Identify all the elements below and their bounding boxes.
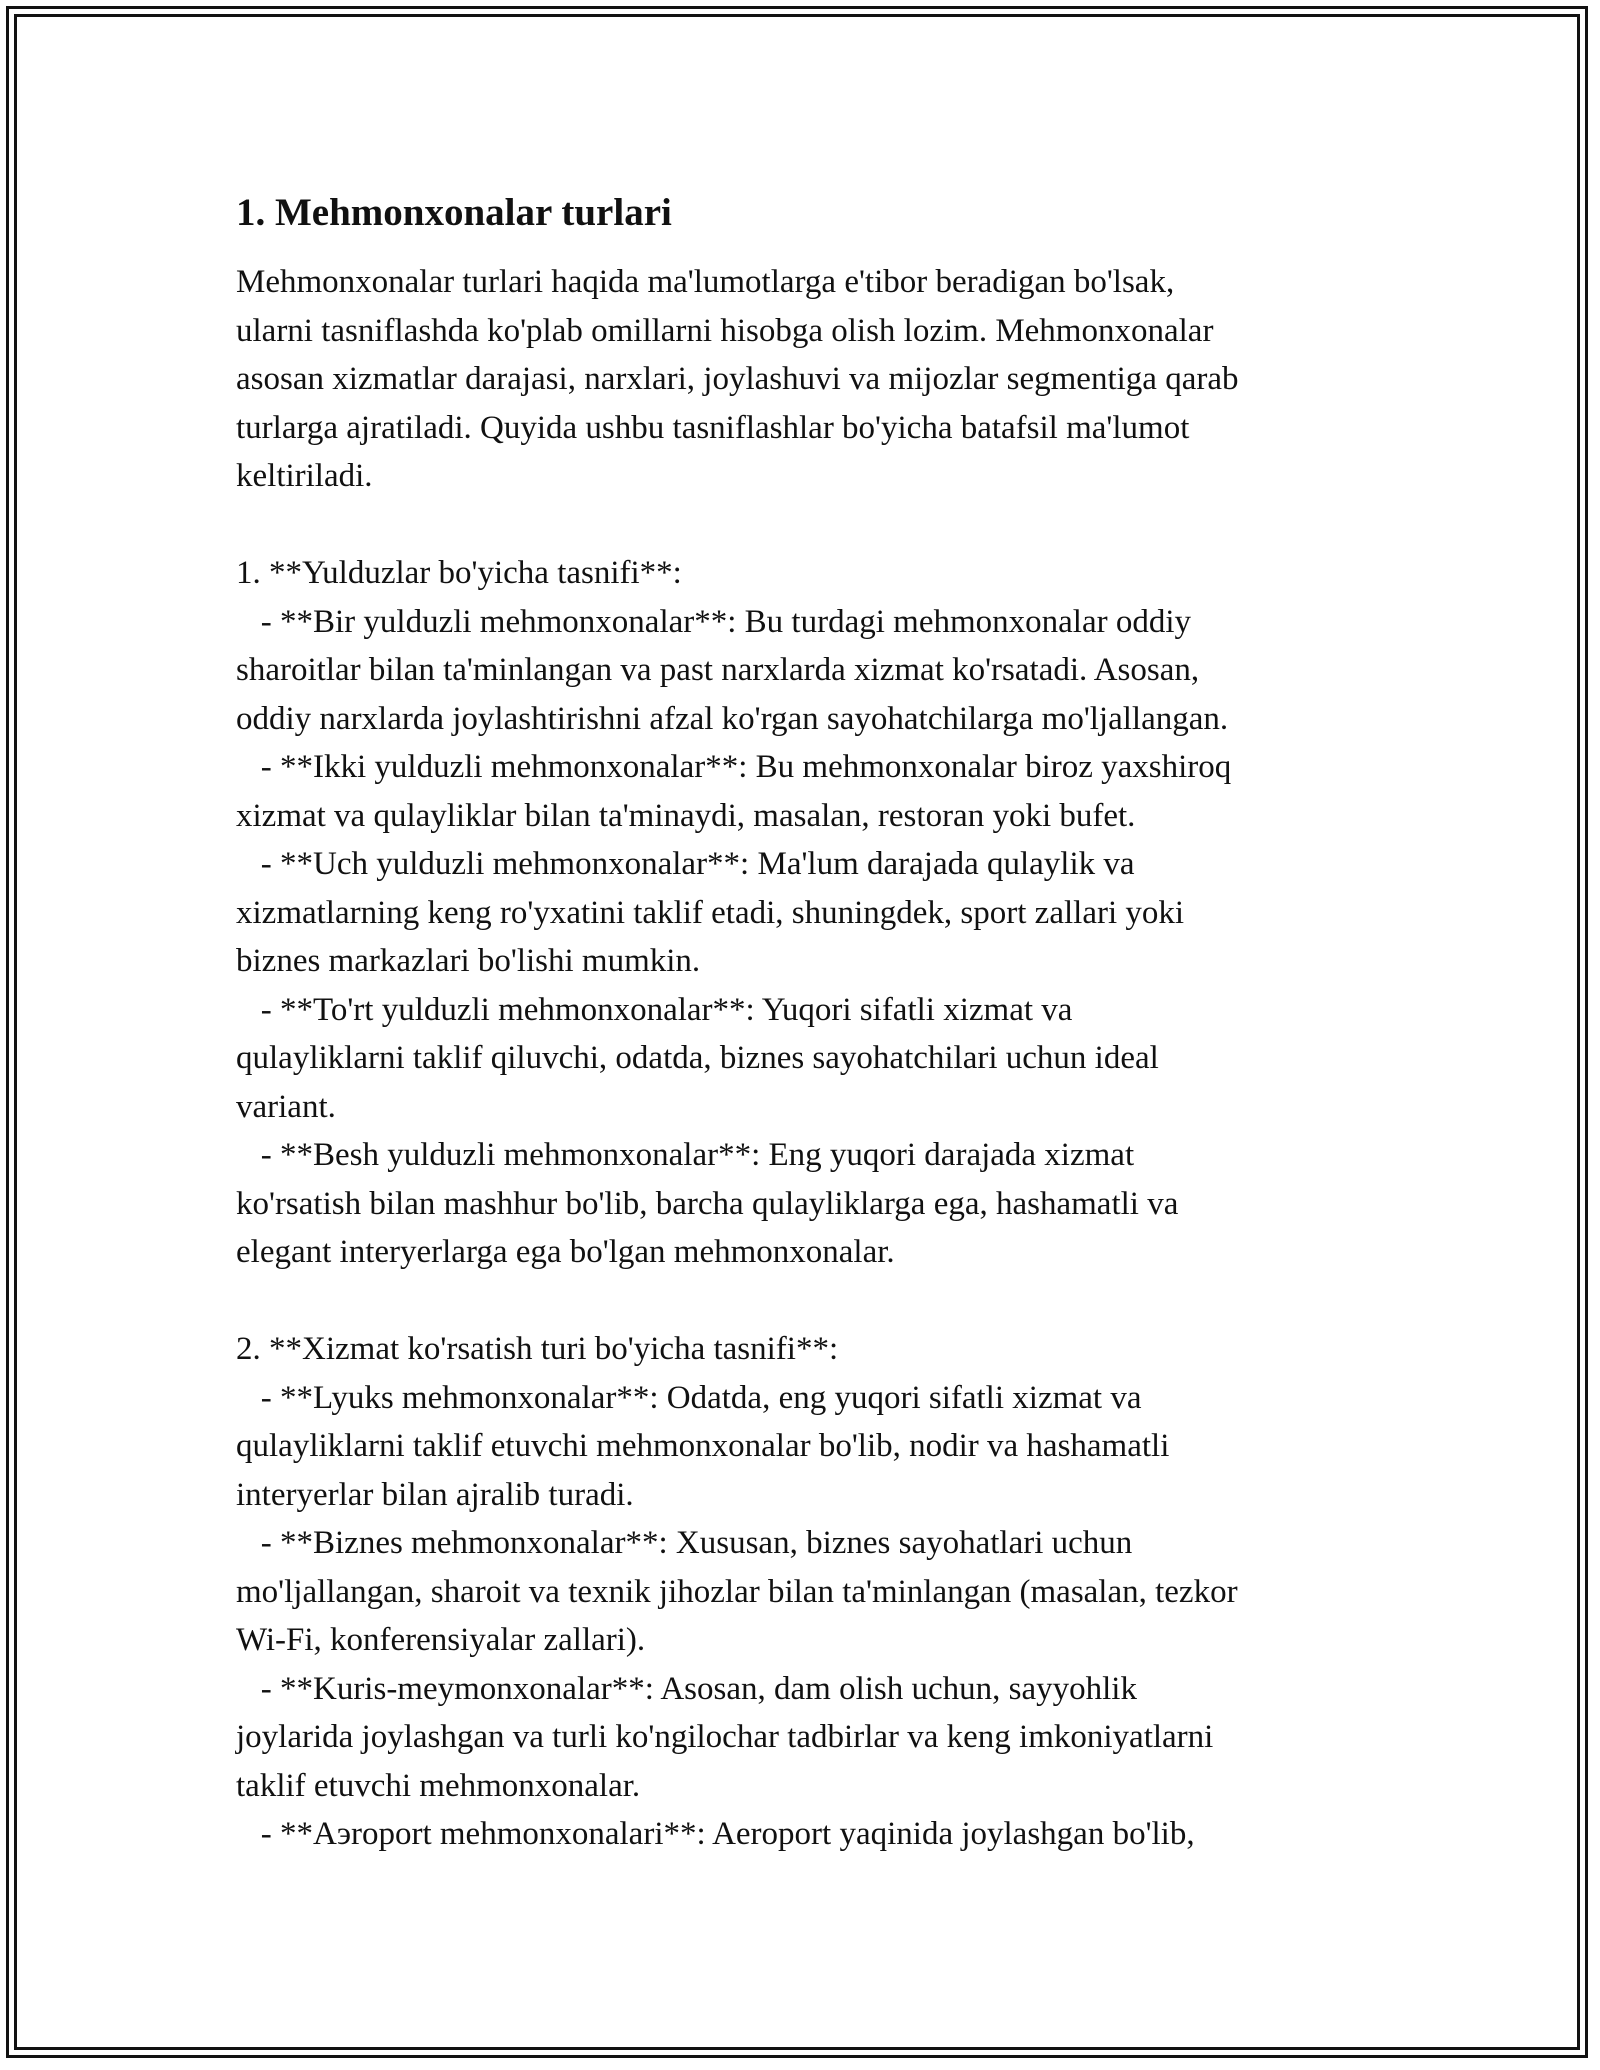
document-content	[236, 184, 1356, 1859]
section-body-text: Mehmonxonalar turlari haqida ma'lumotlarga e'tibor beradigan bo'lsak, ularni tasniflashda ko'plab omillarni hisobga olish lozim. Mehmonxonalar asosan xizmatlar darajasi, narxlari, joylashuvi va mijozlar segmentiga qarab turlarga ajratiladi. Quyida ushbu tasniflashlar bo'yicha batafsil ma'lumot keltiriladi. 1. **Yulduzlar bo'yicha tasnifi**: - **Bir yulduzli mehmonxonalar**: Bu turdagi mehmonxonalar oddiy sharoitlar bilan ta'minlangan va past narxlarda xizmat ko'rsatadi. Asosan, oddiy narxlarda joylashtirishni afzal ko'rgan sayohatchilarga mo'ljallangan. - **Ikki yulduzli mehmonxonalar**: Bu mehmonxonalar biroz yaxshiroq xizmat va qulayliklar bilan ta'minaydi, masalan, restoran yoki bufet. - **Uch yulduzli mehmonxonalar**: Ma'lum darajada qulaylik va xizmatlarning keng ro'yxatini taklif etadi, shuningdek, sport zallari yoki biznes markazlari bo'lishi mumkin. - **To'rt yulduzli mehmonxonalar**: Yuqori sifatli xizmat va qulayliklarni taklif qiluvchi, odatda, biznes sayohatchilari uchun ideal variant. - **Besh yulduzli mehmonxonalar**: Eng yuqori darajada xizmat ko'rsatish bilan mashhur bo'lib, barcha qulayliklarga ega, hashamatli va elegant interyerlarga ega bo'lgan mehmonxonalar. 2. **Xizmat ko'rsatish turi bo'yicha tasnifi**: - **Lyuks mehmonxonalar**: Odatda, eng yuqori sifatli xizmat va qulayliklarni taklif etuvchi mehmonxonalar bo'lib, nodir va hashamatli interyerlar bilan ajralib turadi. - **Biznes mehmonxonalar**: Xususan, biznes sayohatlari uchun mo'ljallangan, sharoit va texnik jihozlar bilan ta'minlangan (masalan, tezkor Wi-Fi, konferensiyalar zallari). - **Kuris-meymonxonalar**: Asosan, dam olish uchun, sayyohlik joylarida joylashgan va turli ko'ngilochar tadbirlar va keng imkoniyatlarni taklif etuvchi mehmonxonalar. - **Аэroport mehmonxonalari**: Aeroport yaqinida joylashgan bo'lib,	[236, 264, 1239, 1852]
section-heading: 1. Mehmonxonalar turlari	[236, 191, 672, 234]
